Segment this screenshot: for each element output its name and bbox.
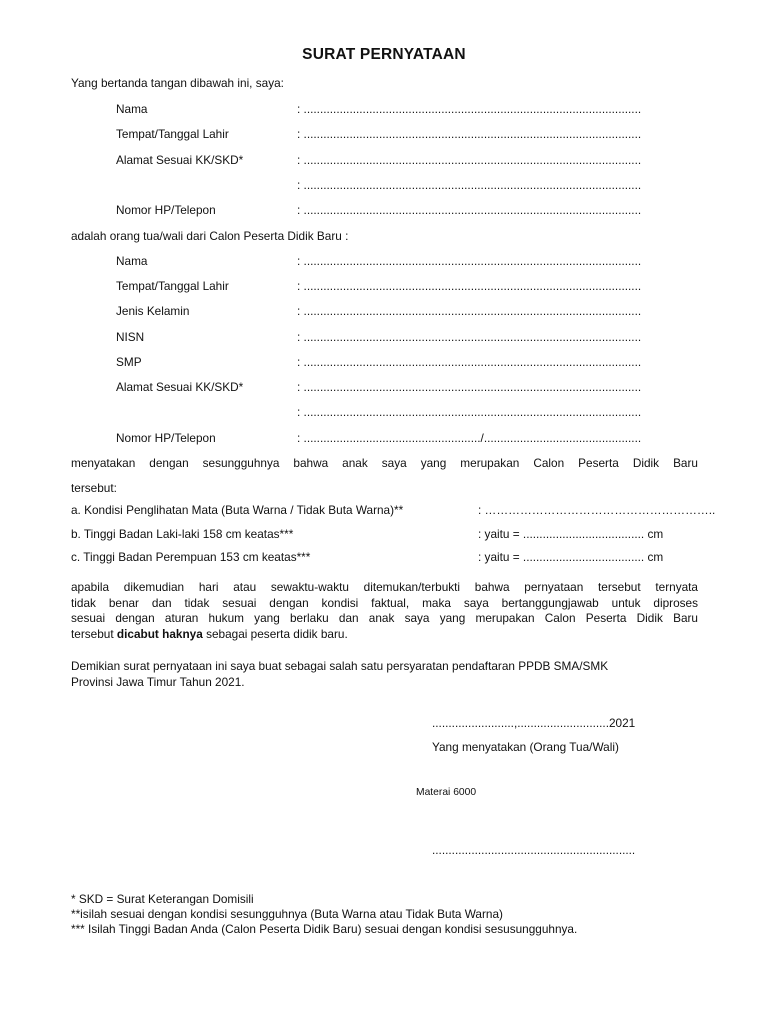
condition-label: b. Tinggi Badan Laki-laki 158 cm keatas*** [71, 527, 294, 541]
stamp-label: Materai 6000 [416, 787, 477, 798]
parent-field-label: Nomor HP/Telepon [116, 203, 216, 217]
signer-label: Yang menyatakan (Orang Tua/Wali) [432, 740, 619, 754]
parent-field-label: Alamat Sesuai KK/SKD* [116, 153, 244, 167]
intro-text: Yang bertanda tangan dibawah ini, saya: [71, 76, 284, 90]
relation-text: adalah orang tua/wali dari Calon Peserta Didik Baru : [71, 229, 349, 243]
consequence-line: sesuai dengan aturan hukum yang berlaku dan anak saya yang merupakan Calon Peserta Didik Baru [71, 611, 698, 625]
closing-line: Provinsi Jawa Timur Tahun 2021. [71, 675, 245, 689]
statement-line: tersebut: [71, 481, 117, 495]
footnote: *** Isilah Tinggi Badan Anda (Calon Peserta Didik Baru) sesuai dengan kondisi sesusungguhnya. [71, 922, 578, 936]
parent-field-value: : ....................................................................................................... [297, 203, 642, 217]
consequence-text: sebagai peserta didik baru. [202, 627, 348, 641]
parent-field-value: : ....................................................................................................... [297, 127, 642, 141]
condition-value: : ………………………………………………….. [478, 503, 716, 517]
parent-field-label: Nama [116, 102, 148, 116]
student-field-value: : ....................................................................................................... [297, 355, 642, 369]
student-field-label: Alamat Sesuai KK/SKD* [116, 380, 244, 394]
footnote: * SKD = Surat Keterangan Domisili [71, 892, 254, 906]
consequence-line: tidak benar dan tidak sesuai dengan kondisi faktual, maka saya bertanggungjawab untuk diproses [71, 596, 698, 610]
parent-field-value: : ....................................................................................................... [297, 178, 642, 192]
consequence-line: apabila dikemudian hari atau sewaktu-waktu ditemukan/terbukti bahwa pernyataan tersebut ternyata [71, 580, 698, 594]
student-field-label: Nomor HP/Telepon [116, 431, 216, 445]
condition-label: c. Tinggi Badan Perempuan 153 cm keatas*** [71, 550, 311, 564]
footnote: **isilah sesuai dengan kondisi sesungguhnya (Buta Warna atau Tidak Buta Warna) [71, 907, 503, 921]
student-field-value: : ....................................................................................................... [297, 330, 642, 344]
student-field-value: : ....................................................................................................... [297, 380, 642, 394]
student-field-label: SMP [116, 355, 142, 369]
student-field-value: : ....................................................................................................... [297, 254, 642, 268]
student-field-label: Jenis Kelamin [116, 304, 190, 318]
parent-field-value: : ....................................................................................................... [297, 153, 642, 167]
student-field-value: : ....................................................................................................... [297, 405, 642, 419]
consequence-text: tersebut [71, 627, 117, 641]
document-title: SURAT PERNYATAAN [302, 46, 466, 63]
condition-value: : yaitu = ..................................... cm [478, 550, 664, 564]
signature-name-line: .............................................................. [432, 843, 636, 857]
student-field-value: : ....................................................................................................... [297, 279, 642, 293]
parent-field-value: : ....................................................................................................... [297, 102, 642, 116]
condition-value: : yaitu = ..................................... cm [478, 527, 664, 541]
closing-line: Demikian surat pernyataan ini saya buat sebagai salah satu persyaratan pendaftaran PPDB SMA/SMK [71, 659, 609, 673]
student-field-value: : ....................................................../................................................ [297, 431, 642, 445]
parent-field-label: Tempat/Tanggal Lahir [116, 127, 229, 141]
statement-line: menyatakan dengan sesungguhnya bahwa anak saya yang merupakan Calon Peserta Didik Baru [71, 456, 698, 470]
consequence-line [71, 627, 348, 641]
signature-date-line: .........................,............................2021 [432, 716, 636, 730]
student-field-label: Nama [116, 254, 148, 268]
student-field-value: : ....................................................................................................... [297, 304, 642, 318]
consequence-emphasis: dicabut haknya [116, 627, 203, 641]
condition-label: a. Kondisi Penglihatan Mata (Buta Warna / Tidak Buta Warna)** [71, 503, 404, 517]
student-field-label: NISN [116, 330, 145, 344]
student-field-label: Tempat/Tanggal Lahir [116, 279, 229, 293]
